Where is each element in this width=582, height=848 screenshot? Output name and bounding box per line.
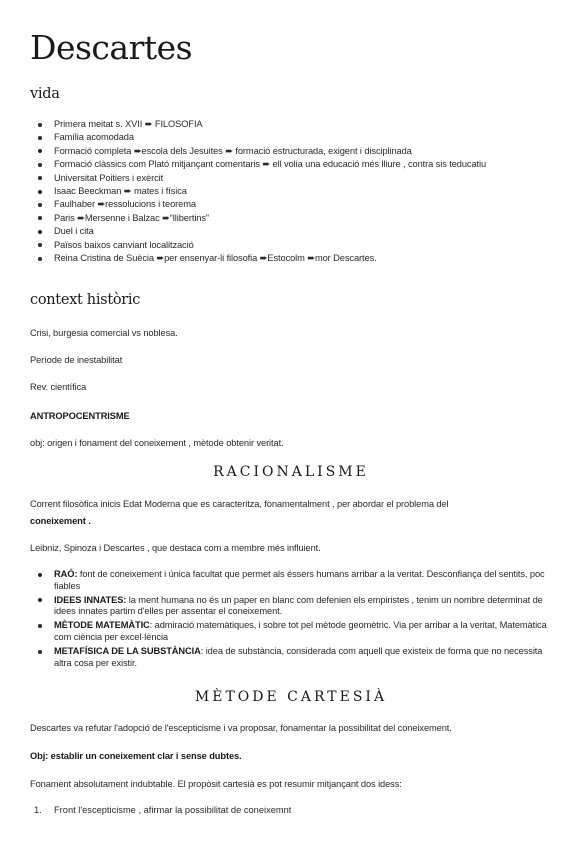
- definition-text: font de coneixement i única facultat que permet als éssers humans arribar a la veritat. Desconfiança del sentits, poc fiables: [54, 569, 545, 591]
- list-item: Formació clàssics com Plató mitjançant comentaris ➨ ell volia una educació més lliure , contra sis teducatiu: [30, 159, 550, 170]
- list-item: Formació completa ➨escola dels Jesuites ➨ formació estructurada, exigent i disciplinada: [30, 146, 550, 157]
- context-paragraph: Període de inestabilitat: [30, 355, 123, 365]
- list-item: Reina Cristina de Suècia ➨per ensenyar-li filosofia ➨Estocolm ➨mor Descartes.: [30, 253, 550, 264]
- definition-term: RAÓ:: [54, 569, 78, 579]
- list-item: Isaac Beeckman ➨ mates i física: [30, 186, 550, 197]
- context-paragraph: obj: origen i fonament del coneixement , mètode obtenir veritat.: [30, 438, 284, 448]
- racionalisme-definitions: [30, 569, 550, 671]
- definition-text: : admiració matemàtiques, i sobre tot pel mètode geomètric. Via per arribar a la veritat, Matemàtica com ciència per excel·lència: [54, 620, 547, 642]
- racionalisme-heading: RACIONALISME: [213, 464, 369, 480]
- numbered-item: [30, 804, 550, 816]
- list-item: Faulhaber ➨ressolucions i teorema: [30, 199, 550, 210]
- metode-paragraph: Fonament absolutament indubtable. El propòsit cartesià es pot resumir mitjançant dos idess:: [30, 779, 402, 789]
- racionalisme-intro: [30, 498, 555, 510]
- context-heading: context històric: [30, 292, 141, 308]
- list-item: Països baixos canviant localització: [30, 240, 550, 251]
- antropocentrisme-label: ANTROPOCENTRISME: [30, 411, 130, 421]
- definition-item: [30, 569, 550, 593]
- metode-objective: Obj: establir un coneixement clar i sense dubtes.: [30, 751, 242, 761]
- racionalisme-intro-text: Corrent filosòfica inicis Edat Moderna que es caracteritza, fonamentalment , per abordar el problema del: [30, 499, 449, 509]
- vida-list: [30, 119, 550, 266]
- vida-heading: vida: [30, 86, 60, 102]
- definition-term: IDEES INNATES:: [54, 594, 127, 605]
- list-item: Primera meitat s. XVII ➨ FILOSOFIA: [30, 119, 550, 130]
- definition-text: : idea de substància, considerada com aquell que existeix de forma que no necessita altra cosa per existir.: [54, 645, 543, 668]
- list-item: Universitat Poitiers i exèrcit: [30, 173, 550, 184]
- list-item: Família acomodada: [30, 132, 550, 143]
- metode-heading: MÈTODE CARTESIÀ: [194, 689, 388, 705]
- list-item: Duel i cita: [30, 226, 550, 237]
- definition-term: METAFÍSICA DE LA SUBSTÀNCIA: [54, 645, 201, 656]
- racionalisme-intro-keyword: coneixement .: [30, 516, 91, 526]
- definition-item: [30, 620, 550, 644]
- definition-item: [30, 646, 550, 670]
- list-item: Paris ➨Mersenne i Balzac ➨“llibertins”: [30, 213, 550, 224]
- document-title: Descartes: [30, 28, 193, 67]
- metode-paragraph: Descartes va refutar l'adopció de l'escepticisme i va proposar, fonamentar la possibilitat del coneixement.: [30, 723, 452, 733]
- racionalisme-authors: Leibniz, Spinoza i Descartes , que destaca com a membre més influient.: [30, 543, 321, 553]
- item-number: 1.: [34, 805, 42, 815]
- metode-list: [30, 804, 550, 816]
- context-paragraph: Rev. científica: [30, 382, 87, 392]
- item-text: Front l'escepticisme , afirmar la possibilitat de coneixemnt: [54, 805, 292, 815]
- definition-item: [30, 595, 550, 619]
- definition-text: la ment humana no és un paper en blanc com defenien els empiristes , tenim un nombre determinat de idees innates partim d'elles per assentar el coneixement.: [54, 594, 543, 617]
- context-paragraph: Crisi, burgesia comercial vs noblesa.: [30, 328, 178, 338]
- definition-term: MÈTODE MATEMÀTIC: [54, 620, 150, 631]
